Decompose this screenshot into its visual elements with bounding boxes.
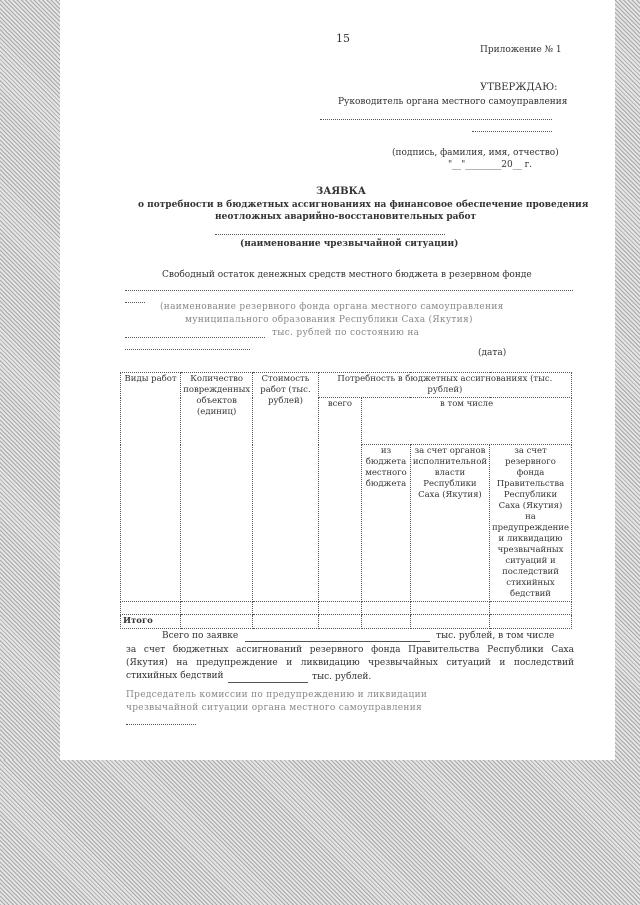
title-line-2: неотложных аварийно-восстановительных работ	[215, 212, 477, 222]
approve-date-line: "__"________20__ г.	[448, 160, 533, 170]
approve-org-line	[320, 119, 552, 120]
approve-title: УТВЕРЖДАЮ:	[480, 82, 558, 93]
total-row-label: Итого	[121, 615, 181, 629]
amount-line	[125, 337, 265, 338]
situation-line	[215, 234, 445, 235]
amount-suffix: тыс. рублей по состоянию на	[272, 328, 420, 338]
col-header-total: всего	[318, 398, 361, 602]
chairman-signature-line	[126, 724, 196, 725]
chairman-line-2: чрезвычайной ситуации органа местного самоуправления	[126, 703, 422, 713]
scan-border-bottom	[0, 760, 640, 905]
col-header-works: Виды работ	[121, 373, 181, 602]
table-row	[121, 602, 572, 615]
approve-position: Руководитель органа местного самоуправления	[338, 97, 568, 107]
title-line-1: о потребности в бюджетных ассигнованиях на финансовое обеспечение проведения	[138, 200, 589, 210]
page-number: 15	[336, 32, 350, 45]
col-header-cost: Стоимость работ (тыс. рублей)	[253, 373, 319, 602]
approve-name-line	[472, 131, 552, 132]
document-title: ЗАЯВКА	[316, 186, 366, 197]
signature-caption: (подпись, фамилия, имя, отчество)	[392, 148, 559, 158]
summary-reserve-end: тыс. рублей.	[312, 672, 372, 682]
appendix-label: Приложение № 1	[480, 45, 562, 55]
summary-reserve-text: за счет бюджетных ассигнований резервного фонда Правительства Республики Саха (Якутия) на предупреждение и ликвидацию чрезвычайных ситуаций и последствий стихийных бедствий	[126, 645, 574, 681]
summary-amount-line	[245, 641, 430, 642]
summary-start: Всего по заявке	[162, 631, 239, 641]
summary-reserve-line	[228, 682, 308, 683]
table-total-row	[121, 615, 572, 629]
col-header-count: Количество поврежденных объектов (единиц)	[181, 373, 253, 602]
chairman-line-1: Председатель комиссии по предупреждению и ликвидации	[126, 690, 428, 700]
date-line	[125, 349, 250, 350]
col-header-need: Потребность в бюджетных ассигнованиях (тыс. рублей)	[318, 373, 571, 398]
scan-border-right	[615, 0, 640, 760]
summary-end: тыс. рублей, в том числе	[436, 631, 555, 641]
col-header-exec: за счет органов исполнительной власти Республики Саха (Якутия)	[410, 445, 489, 602]
col-header-incl: в том числе	[362, 398, 572, 445]
fund-name-line	[125, 290, 573, 291]
col-header-reserve: за счет резервного фонда Правительства Республики Саха (Якутия) на предупреждение и ликвидацию чрезвычайных ситуаций и последствий стихийных бедствий	[490, 445, 572, 602]
fund-caption-2: муниципального образования Республики Саха (Якутия)	[185, 315, 473, 325]
balance-line: Свободный остаток денежных средств местного бюджета в резервном фонде	[162, 270, 532, 280]
situation-caption: (наименование чрезвычайной ситуации)	[240, 239, 459, 249]
works-table	[120, 372, 572, 629]
fund-name-line-start	[125, 302, 145, 303]
scan-border-left	[0, 0, 60, 760]
date-caption: (дата)	[478, 348, 507, 358]
fund-caption-1: (наименование резервного фонда органа местного самоуправления	[160, 302, 504, 312]
col-header-local: из бюджета местного бюджета	[362, 445, 411, 602]
